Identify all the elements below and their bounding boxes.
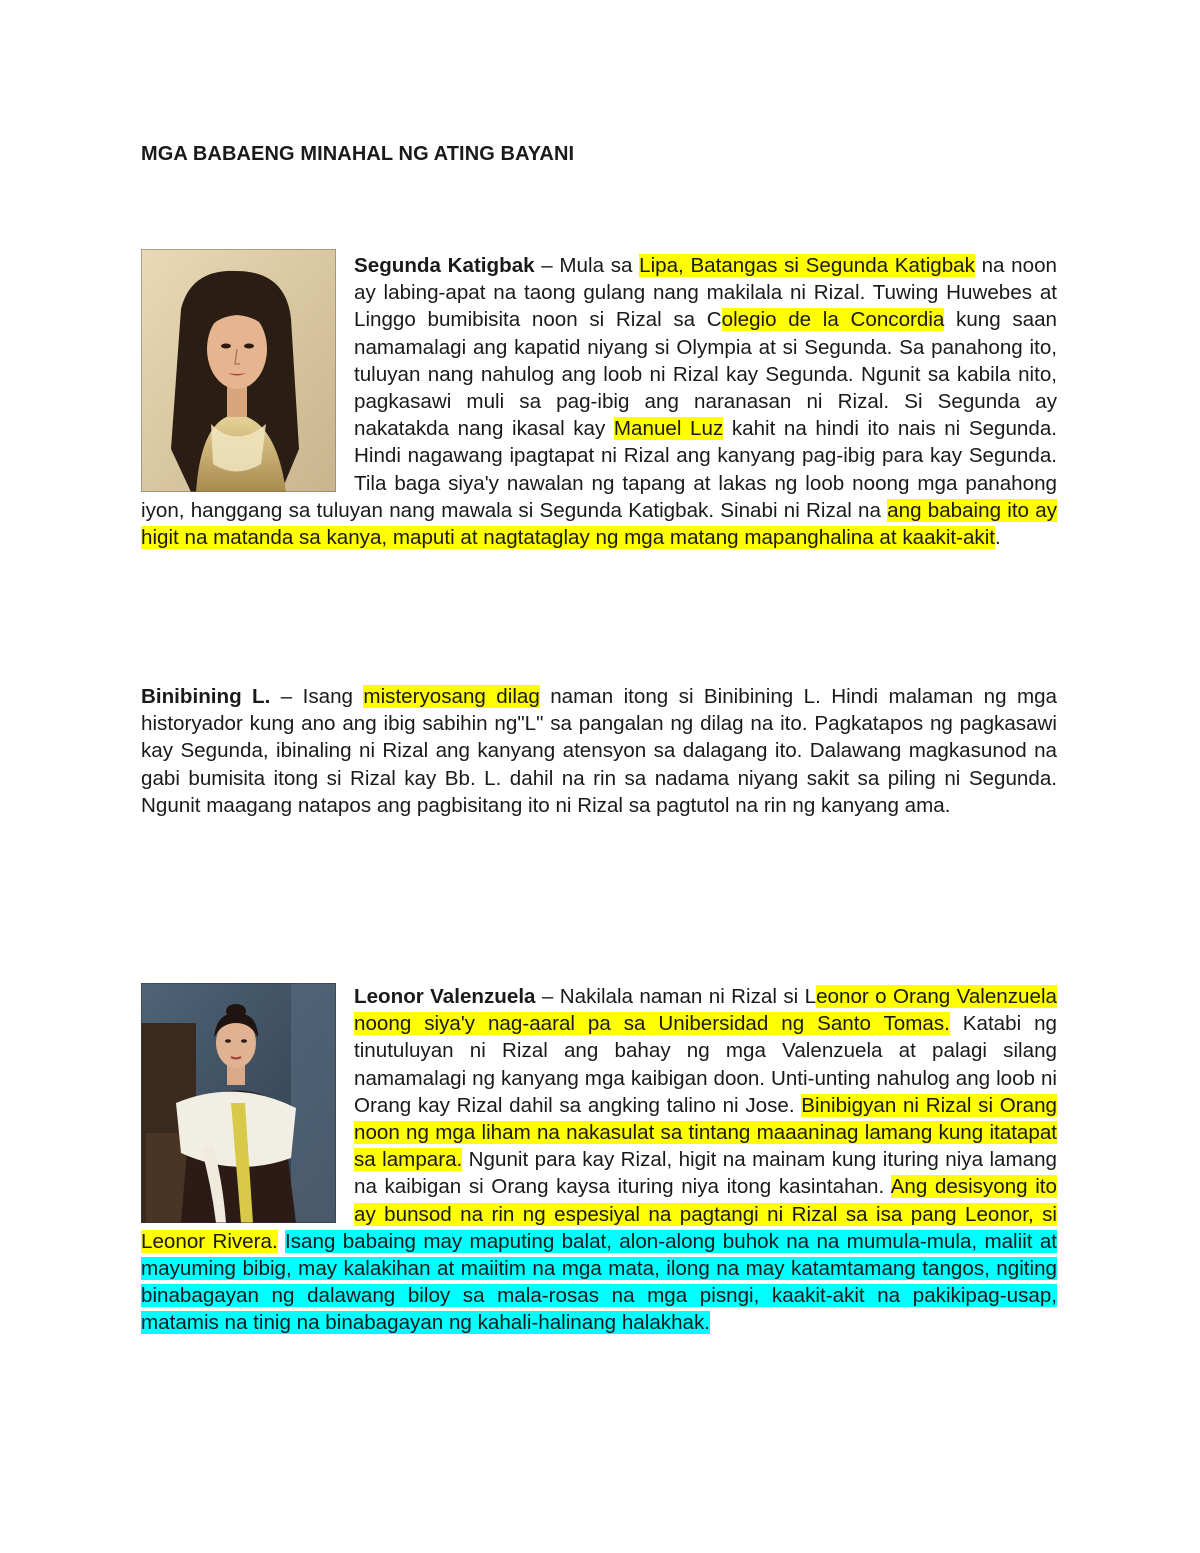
highlight-yellow: Binibigyan ni Rizal si Orang noon ng mga liham na nakasulat sa tintang maaaninag lamang kung itatapat sa lampara. bbox=[354, 1093, 1057, 1172]
text-segment: – Nakilala naman ni Rizal si L bbox=[535, 985, 817, 1008]
highlight-yellow: misteryosang dilag bbox=[363, 685, 540, 708]
text-segment: kahit na hindi ito nais ni Segunda. Hindi nagawang ipagtapat ni Rizal ang kanyang pag-ibig para kay Segunda. Tila baga siya'y nawalan ng tapang at lakas ng loob noong mga panahong iyon, hanggang sa tuluyan nang mawala si Segunda Katigbak. Sinabi ni Rizal na bbox=[141, 417, 1058, 522]
text-segment bbox=[278, 1230, 285, 1253]
highlight-yellow: Lipa, Batangas si Segunda Katigbak bbox=[639, 254, 975, 277]
name-leonor-valenzuela: Leonor Valenzuela bbox=[354, 985, 536, 1008]
paragraph-binibining-l bbox=[141, 683, 1057, 819]
text-segment: naman itong si Binibining L. Hindi malaman ng mga historyador kung ano ang ibig sabihin ng"L" sa pangalan ng dilag na ito. Pagkatapos ng pagkasawi kay Segunda, ibinaling ni Rizal ang kanyang atensyon sa dalagang ito. Dalawang magkasunod na gabi bumisita itong si Rizal kay Bb. L. dahil na rin sa nadama niyang sakit sa piling ni Segunda. Ngunit maagang natapos ang pagbisitang ito ni Rizal sa pagtutol na rin ng kanyang ama. bbox=[141, 685, 1058, 817]
document-title: MGA BABAENG MINAHAL NG ATING BAYANI bbox=[141, 143, 575, 165]
section-segunda-katigbak bbox=[141, 252, 1057, 551]
text-segment: . bbox=[995, 526, 1001, 550]
highlight-yellow: Manuel Luz bbox=[613, 417, 724, 441]
section-binibining-l bbox=[141, 683, 1057, 819]
highlight-yellow: ang babaing ito ay higit na matanda sa kanya, maputi at nagtataglay ng mga matang mapanghalina at kaakit-akit bbox=[141, 498, 1057, 550]
portrait-leonor-valenzuela bbox=[141, 983, 336, 1223]
highlight-cyan: Isang babaing may maputing balat, alon-along buhok na na mumula-mula, maliit at mayuming bibig, may kalakihan at maiitim na mga mata, ilong na may katamtamang tangos, ngiting binabagayan ng dalawang biloy sa mala-rosas na mga pisngi, kaakit-akit na pakikipag-usap, matamis na tinig na binabagayan ng kahali-halinang halakhak. bbox=[141, 1229, 1057, 1335]
name-segunda-katigbak: Segunda Katigbak bbox=[354, 254, 535, 277]
text-segment: Ngunit para kay Rizal, higit na mainam kung ituring niya lamang na kaibigan si Orang kaysa ituring niya itong kasintahan. bbox=[354, 1148, 1057, 1199]
text-segment: na noon ay labing-apat na taong gulang nang makilala ni Rizal. Tuwing Huwebes at Linggo bumibisita noon si Rizal sa C bbox=[354, 254, 1057, 332]
section-leonor-valenzuela bbox=[141, 983, 1057, 1337]
text-segment: – Isang bbox=[270, 685, 364, 708]
highlight-yellow: Ang desisyong ito ay bunsod na rin ng espesiyal na pagtangi ni Rizal sa isa pang Leonor, si Leonor Rivera. bbox=[141, 1175, 1057, 1253]
highlight-yellow: olegio de la Concordia bbox=[721, 308, 945, 332]
portrait-segunda-katigbak bbox=[141, 249, 336, 492]
name-binibining-l: Binibining L. bbox=[141, 685, 271, 708]
text-segment: Katabi ng tinutuluyan ni Rizal ang bahay ng mga Valenzuela at palagi silang namamalagi ng kanyang mga kaibigan doon. Unti-unting nahulog ang loob ni Orang kay Rizal dahil sa angking talino ni Jose. bbox=[354, 1012, 1057, 1117]
text-segment: kung saan namamalagi ang kapatid niyang si Olympia at si Segunda. Sa panahong ito, tuluyan nang nahulog ang loob ni Rizal kay Segunda. Ngunit sa kabila nito, pagkasawi muli sa pag-ibig ang naranasan ni Rizal. Si Segunda ay nakatakda nang ikasal kay bbox=[354, 308, 1057, 441]
text-segment: – Mula sa bbox=[534, 254, 640, 277]
highlight-yellow: eonor o Orang Valenzuela noong siya'y nag-aaral pa sa Unibersidad ng Santo Tomas. bbox=[354, 985, 1057, 1036]
